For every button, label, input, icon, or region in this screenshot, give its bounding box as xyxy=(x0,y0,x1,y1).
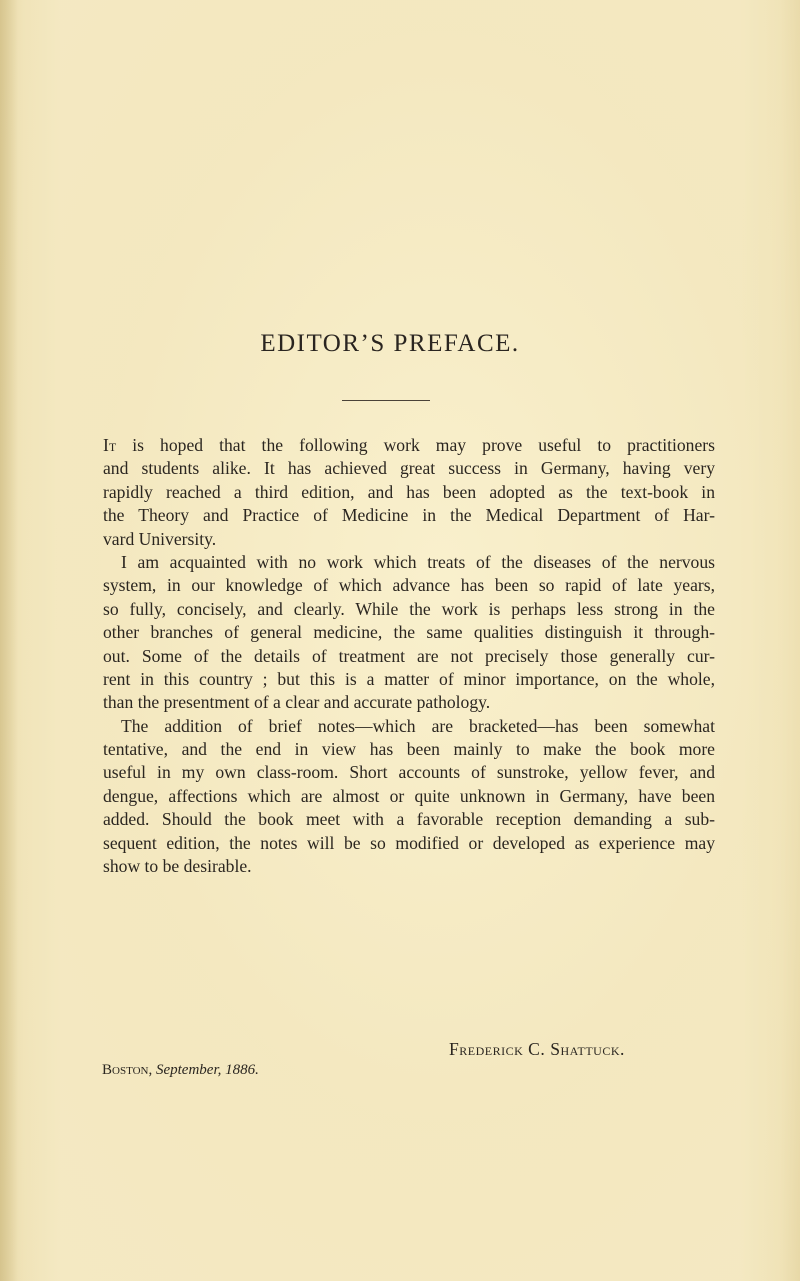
text-line: than the presentment of a clear and accurate pathology. xyxy=(103,692,491,713)
text-line: I am acquainted with no work which treats of the diseases of the nervous xyxy=(121,551,715,572)
text-line: the Theory and Practice of Medicine in the Medical Department of Har- xyxy=(103,505,715,526)
text-line: system, in our knowledge of which advance has been so rapid of late years, xyxy=(103,575,715,596)
page-title: EDITOR’S PREFACE. xyxy=(260,330,520,357)
dateline-date: September, 1886. xyxy=(155,1062,259,1078)
paragraph-3 xyxy=(103,715,715,879)
text-line: dengue, affections which are almost or quite unknown in Germany, have been xyxy=(103,785,715,806)
text-line: rent in this country ; but this is a matter of minor importance, on the whole, xyxy=(103,668,715,689)
dateline xyxy=(102,1062,259,1079)
paragraph-lead-word: It xyxy=(103,435,117,455)
text-line: The addition of brief notes—which are bracketed—has been somewhat xyxy=(121,715,715,736)
paragraph-2 xyxy=(103,551,715,715)
text-line: useful in my own class-room. Short accounts of sunstroke, yellow fever, and xyxy=(103,762,715,783)
text-line: and students alike. It has achieved great success in Germany, having very xyxy=(103,458,715,479)
text-line: sequent edition, the notes will be so modified or developed as experience may xyxy=(103,832,715,853)
paragraph-1 xyxy=(103,434,715,551)
text-line: show to be desirable. xyxy=(103,856,252,877)
text-line: rapidly reached a third edition, and has been adopted as the text-book in xyxy=(103,481,715,502)
title-rule xyxy=(342,400,430,401)
text-line: added. Should the book meet with a favorable reception demanding a sub- xyxy=(103,809,715,830)
page-edge-shadow xyxy=(0,0,18,1281)
signature: Frederick C. Shattuck. xyxy=(449,1039,625,1059)
text-line: out. Some of the details of treatment are not precisely those generally cur- xyxy=(103,645,715,666)
text-line: tentative, and the end in view has been mainly to make the book more xyxy=(103,739,715,760)
dateline-place: Boston, xyxy=(102,1062,153,1078)
text-line: other branches of general medicine, the same qualities distinguish it through- xyxy=(103,622,715,643)
text-line: so fully, concisely, and clearly. While the work is perhaps less strong in the xyxy=(103,598,715,619)
preface-body xyxy=(103,434,715,878)
text-line: It is hoped that the following work may prove useful to practitioners xyxy=(103,435,715,455)
text-line: vard University. xyxy=(103,528,217,549)
